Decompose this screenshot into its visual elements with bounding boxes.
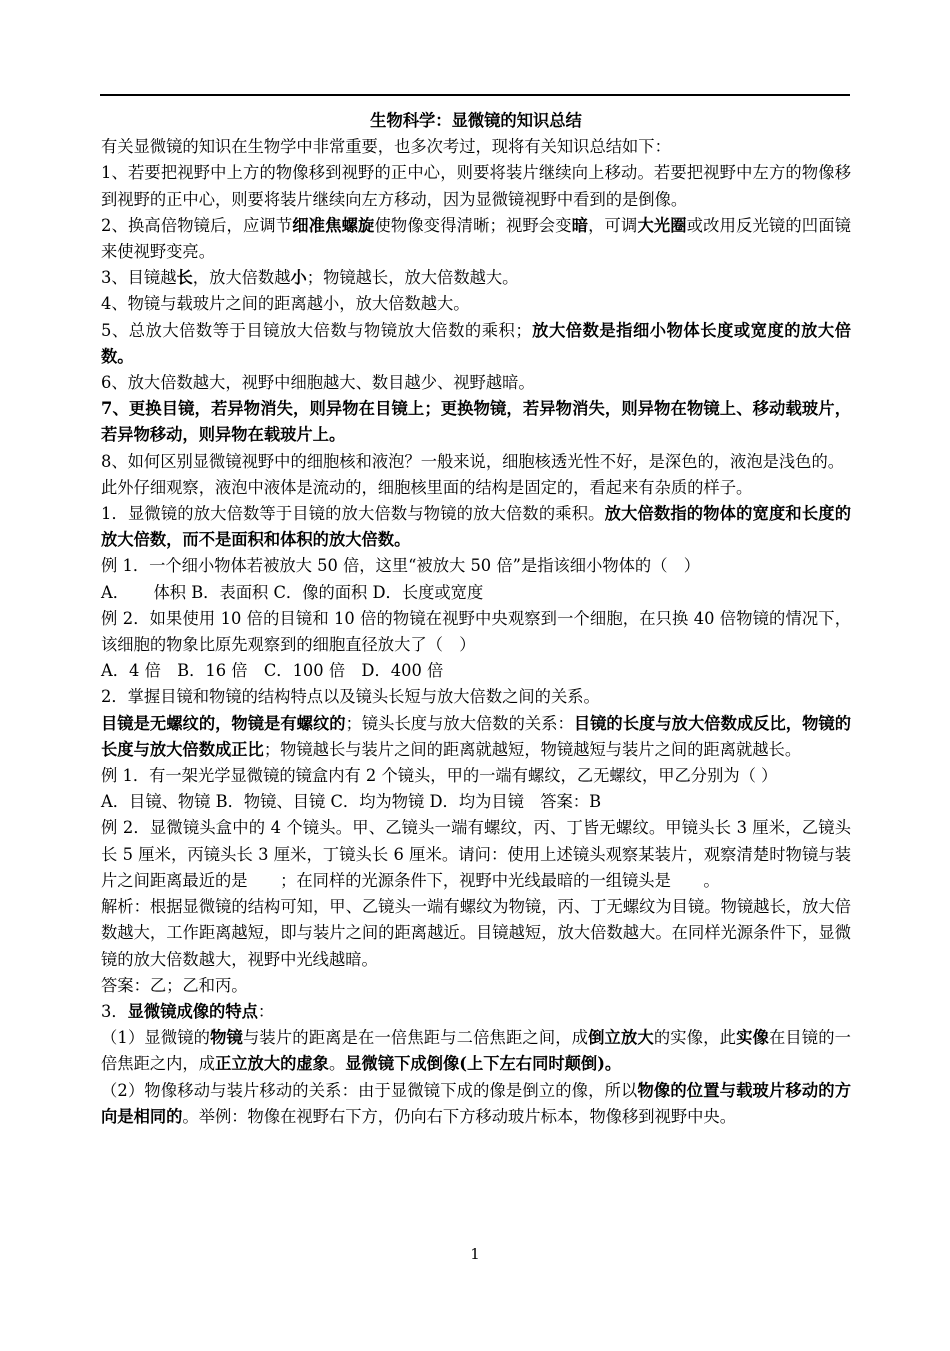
text-run: 有关显微镜的知识在生物学中非常重要，也多次考过，现将有关知识总结如下： — [101, 137, 671, 157]
text-run: ；镜头长度与放大倍数的关系： — [345, 713, 574, 733]
paragraph — [101, 553, 851, 579]
text-run: 解析：根据显微镜的结构可知，甲、乙镜头一端有螺纹为物镜，丙、丁无螺纹为目镜。物镜越长，放大倍数越大，工作距离越短，即与装片之间的距离越近。目镜越短，放大倍数越大。在同样光源条件下，显微镜的放大倍数越大，视野中光线越暗。 — [101, 897, 851, 969]
bold-text-run: 暗 — [571, 215, 589, 235]
paragraph — [101, 973, 851, 999]
text-run: 3． — [101, 1001, 128, 1021]
text-run: 此外仔细观察，液泡中液体是流动的，细胞核里面的结构是固定的，看起来有杂质的样子。 — [101, 477, 753, 497]
paragraph — [101, 999, 851, 1025]
text-run: （1）显微镜的 — [101, 1028, 211, 1048]
document-body — [101, 108, 851, 1130]
text-run: 的实像，此 — [653, 1028, 737, 1048]
text-run: ： — [257, 1001, 275, 1021]
bold-text-run: 物镜 — [210, 1028, 243, 1048]
bold-text-run: 显微镜下成倒像(上下左右同时颠倒)。 — [345, 1054, 622, 1074]
text-run: 2．掌握目镜和物镜的结构特点以及镜头长短与放大倍数之间的关系。 — [101, 687, 600, 707]
text-run: 例 1．有一架光学显微镜的镜盒内有 2 个镜头，甲的一端有螺纹，乙无螺纹，甲乙分别为（ ） — [101, 766, 778, 786]
paragraph — [101, 763, 851, 789]
bold-text-run: 显微镜成像的特点 — [127, 1001, 258, 1021]
paragraph — [101, 265, 851, 291]
bold-text-run: 倒立放大 — [588, 1028, 654, 1048]
paragraph — [101, 134, 851, 160]
paragraph — [101, 658, 851, 684]
text-run: 例 1．一个细小物体若被放大 50 倍，这里“被放大 50 倍”是指该细小物体的（ ） — [101, 556, 701, 576]
paragraph — [101, 213, 851, 265]
bold-text-run: 长 — [176, 268, 193, 288]
text-run: 或改用反光镜的凹面镜来使视野变亮。 — [101, 215, 851, 262]
text-run: 4、物镜与载玻片之间的距离越小，放大倍数越大。 — [101, 294, 470, 314]
bold-text-run: 7、更换目镜，若异物消失，则异物在目镜上；更换物镜，若异物消失，则异物在物镜上、移动载玻片，若异物移动，则异物在载玻片上。 — [101, 399, 851, 445]
paragraph — [101, 894, 851, 973]
text-run: 5、总放大倍数等于目镜放大倍数与物镜放大倍数的乘积； — [101, 320, 532, 340]
paragraph — [101, 1078, 851, 1130]
bold-text-run: 物像的位置与载玻片移动的方向是相同的 — [101, 1080, 851, 1126]
bold-text-run: 放大倍数是指细小物体长度或宽度的放大倍数。 — [101, 320, 851, 366]
text-run: 与装片的距离是在一倍焦距与二倍焦距之间，成 — [243, 1028, 589, 1048]
paragraph — [101, 318, 851, 370]
text-run: ；物镜越长与装片之间的距离就越短，物镜越短与装片之间的距离就越长。 — [263, 739, 802, 759]
text-run: （2）物像移动与装片移动的关系：由于显微镜下成的像是倒立的像，所以 — [101, 1080, 638, 1100]
text-run: 6、放大倍数越大，视野中细胞越大、数目越少、视野越暗。 — [101, 373, 535, 393]
paragraph — [101, 501, 851, 553]
paragraph — [101, 711, 851, 763]
text-run: 。 — [328, 1054, 346, 1074]
text-run: ；物镜越长，放大倍数越大。 — [306, 268, 519, 288]
bold-text-run: 实像 — [736, 1028, 769, 1048]
text-run: A．4 倍 B．16 倍 C．100 倍 D．400 倍 — [101, 661, 444, 681]
bold-text-run: 放大倍数指的物体的宽度和长度的放大倍数，而不是面积和体积的放大倍数。 — [101, 504, 851, 550]
paragraph — [101, 684, 851, 710]
paragraph — [101, 396, 851, 448]
bold-text-run: 细准焦螺旋 — [292, 215, 375, 235]
text-run: 例 2．如果使用 10 倍的目镜和 10 倍的物镜在视野中央观察到一个细胞，在只换 40 倍物镜的情况下，该细胞的物象比原先观察到的细胞直径放大了（ ） — [101, 608, 851, 655]
text-run: 3、目镜越 — [101, 268, 177, 288]
paragraph — [101, 1025, 851, 1077]
text-run: 在目镜的一倍焦距之内，成 — [101, 1028, 851, 1074]
document-title: 生物科学：显微镜的知识总结 — [370, 111, 582, 130]
bold-text-run: 目镜是无螺纹的，物镜是有螺纹的 — [101, 713, 346, 733]
bold-text-run: 正立放大的虚象 — [214, 1054, 329, 1074]
text-run: 1、若要把视野中上方的物像移到视野的正中心，则要将装片继续向上移动。若要把视野中左方的物像移到视野的正中心，则要将装片继续向左方移动，因为显微镜视野中看到的是倒像。 — [101, 163, 851, 209]
paragraph — [101, 815, 851, 894]
page-number: 1 — [470, 1245, 480, 1263]
text-run: A． 体积 B．表面积 C．像的面积 D．长度或宽度 — [101, 582, 484, 602]
paragraph — [101, 580, 851, 606]
document-content — [101, 134, 851, 1130]
text-run: ，可调 — [588, 215, 638, 235]
paragraph — [101, 789, 851, 815]
text-run: 2、换高倍物镜后，应调节 — [101, 215, 293, 235]
text-run: 答案：乙；乙和丙。 — [101, 975, 248, 995]
paragraph — [101, 160, 851, 212]
bold-text-run: 大光圈 — [637, 215, 687, 235]
text-run: 使物像变得清晰；视野会变 — [374, 215, 572, 235]
text-run: A．目镜、物镜 B．物镜、目镜 C．均为物镜 D．均为目镜 答案：B — [101, 792, 602, 812]
text-run: ，放大倍数越 — [192, 268, 291, 288]
text-run: 例 2．显微镜头盒中的 4 个镜头。甲、乙镜头一端有螺纹，丙、丁皆无螺纹。甲镜头长 3 厘米，乙镜头长 5 厘米，丙镜头长 3 厘米，丁镜头长 6 厘米。请问：使用上述镜头观察某装片，观察清楚时物镜与装片之间距离最近的是 ；在同样的光源条件下，视野中光线最暗的一组镜头是 。 — [101, 818, 851, 890]
paragraph — [101, 370, 851, 396]
text-run: 8、如何区别显微镜视野中的细胞核和液泡？一般来说，细胞核透光性不好，是深色的，液泡是浅色的。 — [101, 451, 845, 471]
bold-text-run: 目镜的长度与放大倍数成反比，物镜的长度与放大倍数成正比 — [101, 713, 851, 759]
header-rule — [100, 94, 850, 96]
paragraph — [101, 291, 851, 317]
paragraph — [101, 449, 851, 475]
paragraph — [101, 475, 851, 501]
text-run: 1．显微镜的放大倍数等于目镜的放大倍数与物镜的放大倍数的乘积。 — [101, 504, 605, 524]
paragraph — [101, 606, 851, 658]
bold-text-run: 小 — [290, 268, 307, 288]
text-run: 。举例：物像在视野右下方，仍向右下方移动玻片标本，物像移到视野中央。 — [182, 1106, 736, 1126]
